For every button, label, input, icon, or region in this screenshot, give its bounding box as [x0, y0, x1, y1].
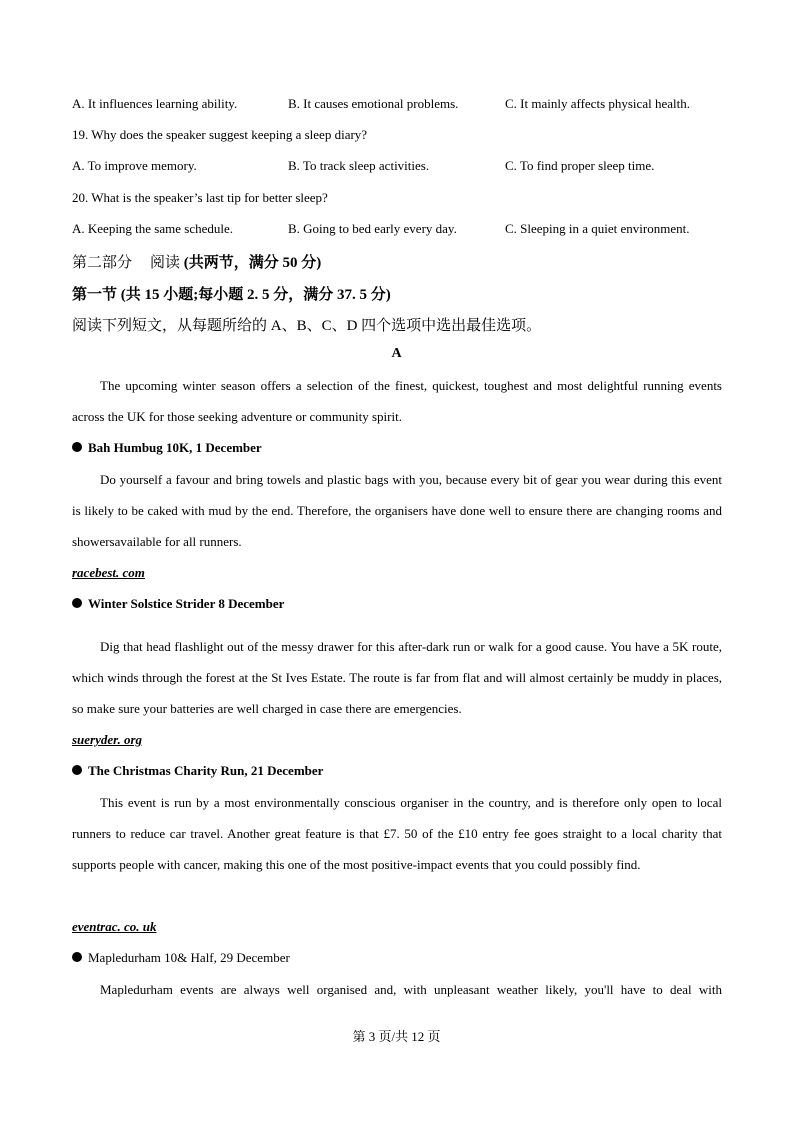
event-4-title — [72, 950, 290, 966]
q20-question: 20. What is the speaker’s last tip for better sleep? — [72, 190, 328, 205]
event-2-source-link[interactable]: sueryder. org — [72, 732, 143, 747]
q20-option-b: B. Going to bed early every day. — [288, 221, 457, 236]
bullet-icon — [72, 952, 82, 962]
q18-option-b: B. It causes emotional problems. — [288, 96, 459, 111]
passage-label: A — [391, 346, 402, 361]
q20-options — [72, 221, 722, 239]
event-1-body-text: Do yourself a favour and bring towels and plastic bags with you, because every bit of gear you wear during this event is likely to be caked with mud by the end. Therefore, the organisers have done well to ensure there are changing rooms and showersavailable for all runners. — [72, 472, 722, 550]
part2-title-a: 第二部分 — [72, 255, 133, 271]
event-2-title — [72, 596, 284, 612]
q18-options — [72, 96, 722, 114]
instruction: 阅读下列短文，从每题所给的 A、B、C、D 四个选项中选出最佳选项。 — [72, 318, 542, 334]
event-4-body — [72, 974, 722, 1005]
event-1-title-text: Bah Humbug 10K, 1 December — [88, 440, 262, 455]
event-1-body — [72, 464, 722, 558]
q19-option-c: C. To find proper sleep time. — [505, 158, 655, 173]
passage-intro — [72, 370, 722, 432]
q20-option-a: A. Keeping the same schedule. — [72, 221, 234, 236]
q19-question: 19. Why does the speaker suggest keeping a sleep diary? — [72, 127, 368, 142]
event-2-body — [72, 631, 722, 725]
bullet-icon — [72, 442, 82, 452]
event-2-title-text: Winter Solstice Strider 8 December — [88, 596, 285, 611]
passage-intro-text: The upcoming winter season offers a selection of the finest, quickest, toughest and most delightful running events across the UK for those seeking adventure or community spirit. — [72, 378, 722, 425]
q19-options — [72, 158, 722, 176]
event-3-body-text: This event is run by a most environmentally conscious organiser in the country, and is therefore only open to local runners to reduce car travel. Another great feature is that £7. 50 of the £10 entry fee goes straight to a local charity that supports people with cancer, making this one of the most positive-impact events that you could possibly find. — [72, 795, 722, 873]
q19-option-a: A. To improve memory. — [72, 158, 197, 173]
section1-heading: 第一节 (共 15 小题;每小题 2. 5 分，满分 37. 5 分) — [72, 287, 391, 303]
q20-option-c: C. Sleeping in a quiet environment. — [505, 221, 690, 236]
event-3-title-text: The Christmas Charity Run, 21 December — [88, 763, 324, 778]
event-3-title — [72, 763, 323, 779]
part2-title-b: 阅读 — [150, 255, 181, 271]
q18-option-c: C. It mainly affects physical health. — [505, 96, 690, 111]
event-1-title — [72, 440, 262, 456]
event-3-source-link[interactable]: eventrac. co. uk — [72, 919, 157, 934]
event-2-body-text: Dig that head flashlight out of the messy drawer for this after-dark run or walk for a good cause. You have a 5K route, which winds through the forest at the St Ives Estate. The route is far from flat and will almost certainly be muddy in places, so make sure your batteries are well charged in case there are emergencies. — [72, 639, 722, 717]
event-1-source-link[interactable]: racebest. com — [72, 565, 145, 580]
event-3-body — [72, 787, 722, 881]
part2-heading — [72, 251, 722, 272]
event-4-body-text: Mapledurham events are always well organised and, with unpleasant weather likely, you'll have to deal with — [100, 982, 722, 997]
bullet-icon — [72, 598, 82, 608]
page-number: 第 3 页/共 12 页 — [352, 1029, 441, 1044]
q19-option-b: B. To track sleep activities. — [288, 158, 430, 173]
part2-title-c: (共两节，满分 50 分) — [183, 255, 322, 271]
bullet-icon — [72, 765, 82, 775]
event-4-title-text: Mapledurham 10& Half, 29 December — [88, 950, 290, 965]
q18-option-a: A. It influences learning ability. — [72, 96, 238, 111]
